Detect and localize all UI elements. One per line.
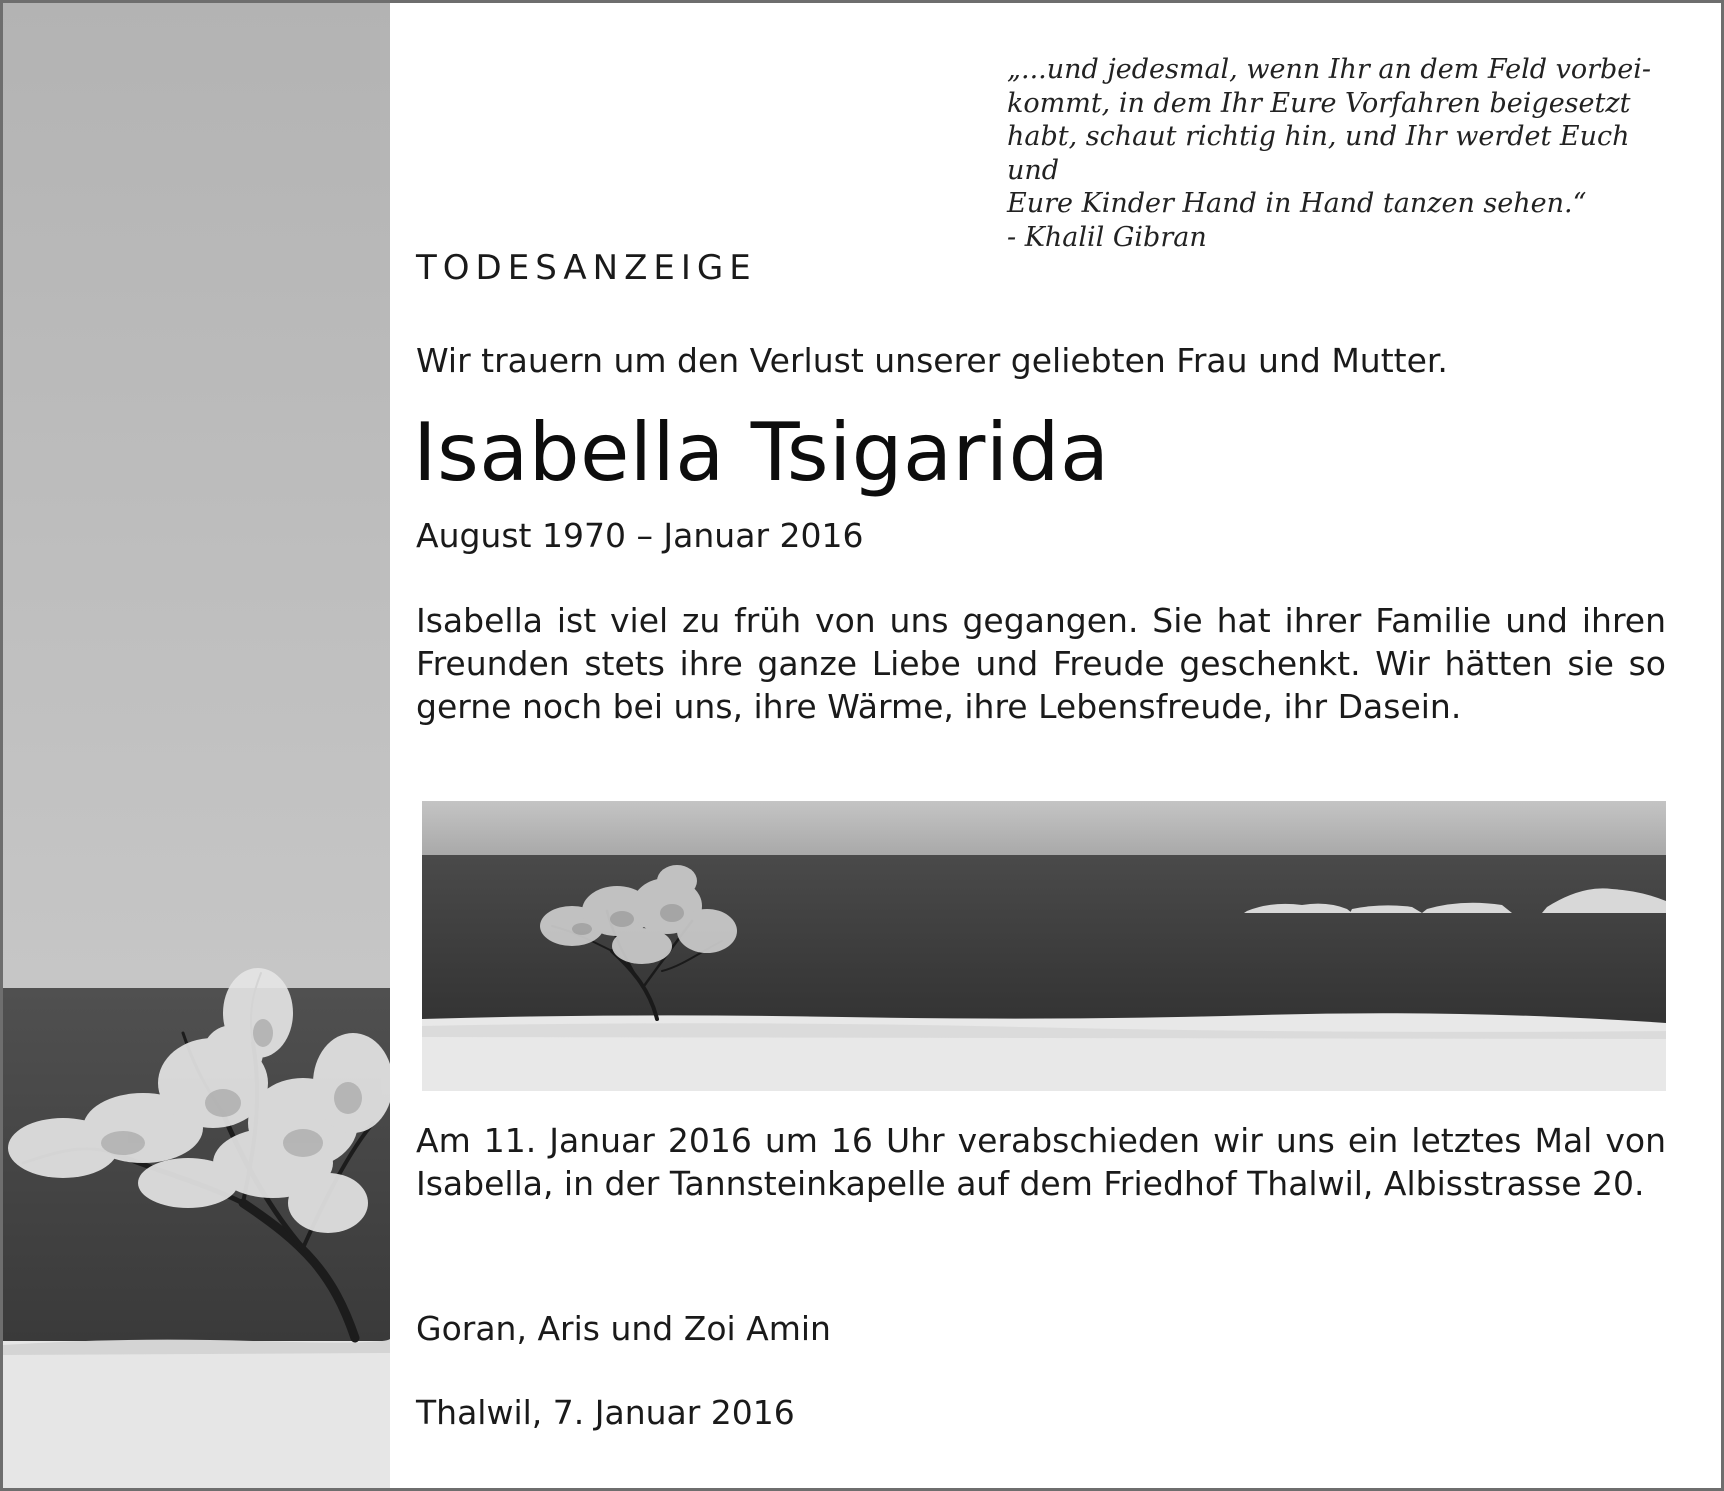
quote-line: habt, schaut richtig hin, und Ihr werdet Euch und [1007,121,1630,186]
quote-line: kommt, in dem Ihr Eure Vorfahren beigesetzt [1007,87,1631,119]
signers: Goran, Aris und Zoi Amin [416,1309,831,1348]
service-paragraph: Am 11. Januar 2016 um 16 Uhr verabschieden wir uns ein letztes Mal von Isabella, in der Tannsteinkapelle auf dem Friedhof Thalwil, Albisstrasse 20. [416,1121,1666,1203]
tribute-paragraph: Isabella ist viel zu früh von uns gegangen. Sie hat ihrer Familie und ihren Freunden stets ihre ganze Liebe und Freude geschenkt. Wir hätten sie so gerne noch bei uns, ihre Wärme, ihre Lebensfreude, ihr Dasein. [416,601,1666,726]
quote-author: - Khalil Gibran [1007,221,1207,253]
deceased-name: Isabella Tsigarida [413,406,1110,499]
quote-line: „...und jedesmal, wenn Ihr an dem Feld vorbei- [1007,54,1652,85]
epigraph-quote [1007,53,1687,254]
wide-landscape-image [422,801,1666,1091]
wide-landscape-photo [422,801,1666,1091]
quote-line: Eure Kinder Hand in Hand tanzen sehen.“ [1007,188,1587,219]
life-dates: August 1970 – Januar 2016 [416,516,864,555]
side-landscape-image [3,3,390,1488]
notice-heading: TODESANZEIGE [416,248,757,288]
side-landscape-photo [3,3,390,1488]
place-date: Thalwil, 7. Januar 2016 [416,1393,795,1432]
intro-line: Wir trauern um den Verlust unserer geliebten Frau und Mutter. [416,341,1448,380]
